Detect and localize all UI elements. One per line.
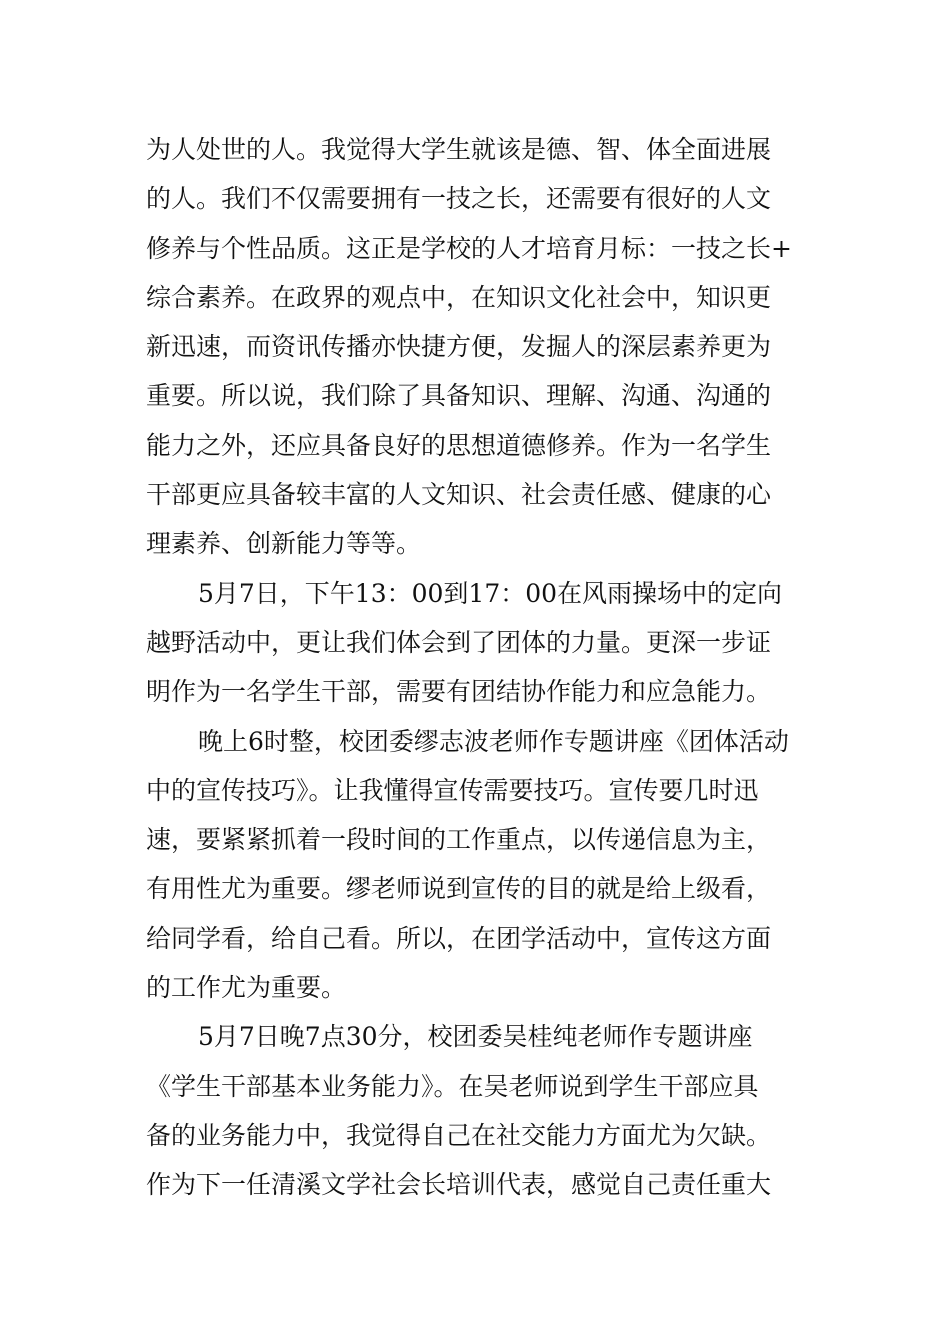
text-line: 备的业务能力中，我觉得自己在社交能力方面尤为欠缺。 xyxy=(146,1120,772,1150)
text-line: 作为下一任清溪文学社会长培训代表，感觉自己责任重大 xyxy=(146,1170,772,1200)
text-line: 新迅速，而资讯传播亦快捷方便，发掘人的深层素养更为 xyxy=(146,332,772,362)
text-line: 为人处世的人。我觉得大学生就该是德、智、体全面进展 xyxy=(146,135,772,164)
text-line: 《学生干部基本业务能力》。在吴老师说到学生干部应具 xyxy=(146,1071,759,1101)
document-body xyxy=(146,125,811,1210)
text-line: 理素养、创新能力等等。 xyxy=(146,529,422,559)
text-line: 5月7日，下午13：00到17：00在风雨操场中的定向 xyxy=(198,578,783,608)
text-line: 越野活动中，更让我们体会到了团体的力量。更深一步证 xyxy=(146,627,772,657)
text-line: 的人。我们不仅需要拥有一技之长，还需要有很好的人文 xyxy=(146,184,772,214)
text-line: 能力之外，还应具备良好的思想道德修养。作为一名学生 xyxy=(146,430,772,460)
text-line: 中的宣传技巧》。让我懂得宣传需要技巧。宣传要几时迅 xyxy=(146,775,759,805)
text-line: 有用性尤为重要。缪老师说到宣传的目的就是给上级看， xyxy=(146,874,772,904)
text-line: 明作为一名学生干部，需要有团结协作能力和应急能力。 xyxy=(146,677,772,707)
text-line: 干部更应具备较丰富的人文知识、社会责任感、健康的心 xyxy=(146,480,772,510)
text-line: 修养与个性品质。这正是学校的人才培育月标：一技之长+ xyxy=(146,233,792,263)
text-line: 综合素养。在政界的观点中，在知识文化社会中，知识更 xyxy=(146,282,772,312)
text-line: 重要。所以说，我们除了具备知识、理解、沟通、沟通的 xyxy=(146,381,772,411)
text-line: 给同学看，给自己看。所以，在团学活动中，宣传这方面 xyxy=(146,923,772,953)
text-line: 晚上6时整，校团委缪志波老师作专题讲座《团体活动 xyxy=(198,726,789,756)
text-line: 5月7日晚7点30分，校团委吴桂纯老师作专题讲座 xyxy=(198,1022,753,1052)
text-line: 速，要紧紧抓着一段时间的工作重点，以传递信息为主， xyxy=(146,825,772,855)
text-line: 的工作尤为重要。 xyxy=(146,973,347,1003)
